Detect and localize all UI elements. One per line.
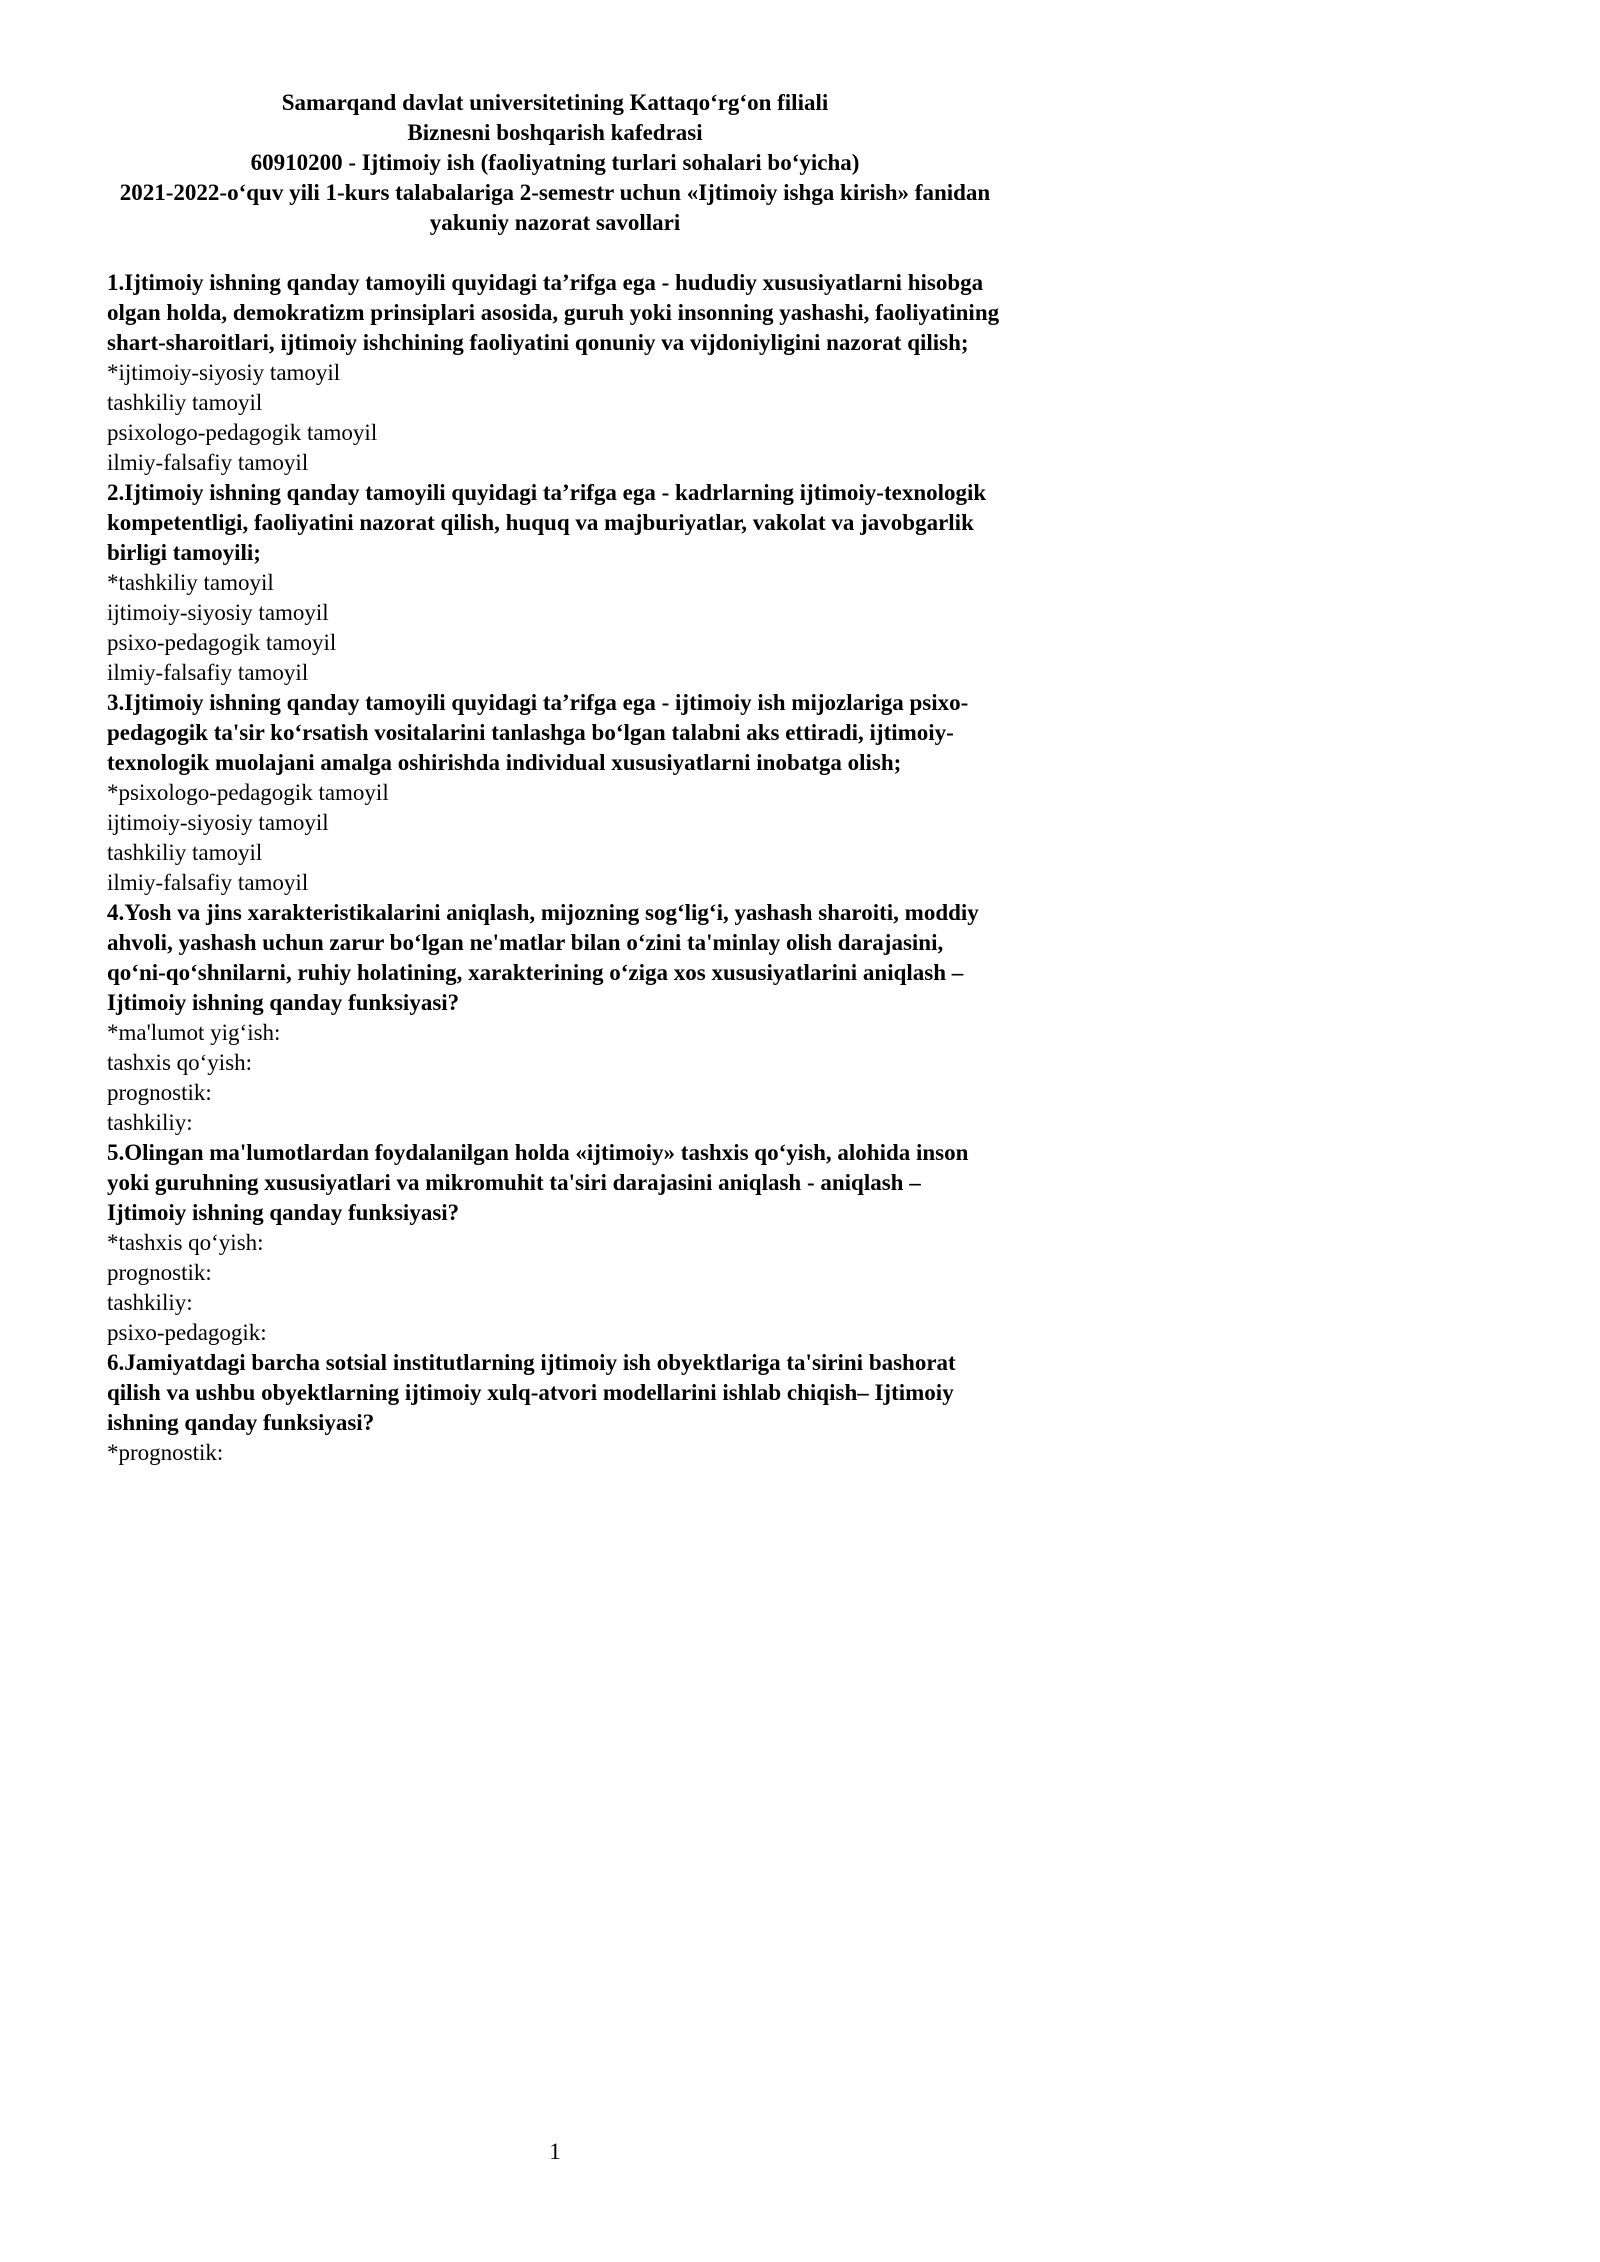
answer-option: *ijtimoiy-siyosiy tamoyil	[107, 360, 341, 385]
answer-option: psixologo-pedagogik tamoyil	[107, 420, 378, 445]
header-line-department: Biznesni boshqarish kafedrasi	[407, 120, 703, 145]
answer-option: tashkiliy:	[107, 1110, 193, 1135]
question-stem: 6.Jamiyatdagi barcha sotsial institutlarning ijtimoiy ish obyektlariga ta'sirini bashorat qilish va ushbu obyektlarning ijtimoiy xulq-atvori modellarini ishlab chiqish– Ijtimoiy ishning qanday funksiyasi?	[107, 1350, 956, 1435]
page-number: 1	[549, 2139, 561, 2164]
questions-list	[107, 268, 1003, 1468]
question-5	[107, 1138, 1003, 1348]
document-content	[107, 88, 1003, 1468]
answer-option: *prognostik:	[107, 1440, 224, 1465]
question-6	[107, 1348, 1003, 1468]
answer-option: tashxis qoʻyish:	[107, 1050, 253, 1075]
answer-option: prognostik:	[107, 1080, 212, 1105]
question-stem: 5.Olingan ma'lumotlardan foydalanilgan holda «ijtimoiy» tashxis qoʻyish, alohida inson yoki guruhning xususiyatlari va mikromuhit ta'siri darajasini aniqlash - aniqlash – Ijtimoiy ishning qanday funksiyasi?	[107, 1140, 969, 1225]
answer-option: ijtimoiy-siyosiy tamoyil	[107, 810, 329, 835]
answer-option: psixo-pedagogik:	[107, 1320, 267, 1345]
page-footer	[107, 2137, 1003, 2167]
question-1	[107, 268, 1003, 478]
question-2	[107, 478, 1003, 688]
answer-option: *psixologo-pedagogik tamoyil	[107, 780, 389, 805]
answer-option: *tashkiliy tamoyil	[107, 570, 274, 595]
question-stem: 4.Yosh va jins xarakteristikalarini aniqlash, mijozning sogʻligʻi, yashash sharoiti, moddiy ahvoli, yashash uchun zarur boʻlgan ne'matlar bilan oʻzini ta'minlay olish darajasini, qoʻni-qoʻshnilarni, ruhiy holatining, xarakterining oʻziga xos xususiyatlarini aniqlash – Ijtimoiy ishning qanday funksiyasi?	[107, 900, 979, 1015]
answer-option: tashkiliy:	[107, 1290, 193, 1315]
answer-option: tashkiliy tamoyil	[107, 390, 263, 415]
question-3	[107, 688, 1003, 898]
answer-option: tashkiliy tamoyil	[107, 840, 263, 865]
answer-option: psixo-pedagogik tamoyil	[107, 630, 337, 655]
answer-option: ilmiy-falsafiy tamoyil	[107, 660, 309, 685]
question-stem: 3.Ijtimoiy ishning qanday tamoyili quyidagi ta’rifga ega - ijtimoiy ish mijozlariga psixo-pedagogik ta'sir koʻrsatish vositalarini tanlashga boʻlgan talabni aks ettiradi, ijtimoiy- texnologik muolajani amalga oshirishda individual xususiyatlarni inobatga olish;	[107, 690, 969, 775]
header-line-program: 60910200 - Ijtimoiy ish (faoliyatning turlari sohalari boʻyicha)	[250, 150, 860, 175]
answer-option: ijtimoiy-siyosiy tamoyil	[107, 600, 329, 625]
question-stem: 1.Ijtimoiy ishning qanday tamoyili quyidagi ta’rifga ega - hududiy xususiyatlarni hisobga olgan holda, demokratizm prinsiplari asosida, guruh yoki insonning yashashi, faoliyatining shart-sharoitlari, ijtimoiy ishchining faoliyatini qonuniy va vijdoniyligini nazorat qilish;	[107, 270, 1000, 355]
answer-option: *ma'lumot yigʻish:	[107, 1020, 281, 1045]
answer-option: ilmiy-falsafiy tamoyil	[107, 450, 309, 475]
document-header	[107, 88, 1003, 238]
answer-option: prognostik:	[107, 1260, 212, 1285]
question-stem: 2.Ijtimoiy ishning qanday tamoyili quyidagi ta’rifga ega - kadrlarning ijtimoiy-texnologik kompetentligi, faoliyatini nazorat qilish, huquq va majburiyatlar, vakolat va javobgarlik birligi tamoyili;	[107, 480, 987, 565]
question-4	[107, 898, 1003, 1138]
header-line-course-title: 2021-2022-oʻquv yili 1-kurs talabalariga 2-semestr uchun «Ijtimoiy ishga kirish» fanidan yakuniy nazorat savollari	[119, 180, 991, 235]
answer-option: *tashxis qoʻyish:	[107, 1230, 264, 1255]
answer-option: ilmiy-falsafiy tamoyil	[107, 870, 309, 895]
header-line-university: Samarqand davlat universitetining Kattaqoʻrgʻon filiali	[281, 90, 829, 115]
